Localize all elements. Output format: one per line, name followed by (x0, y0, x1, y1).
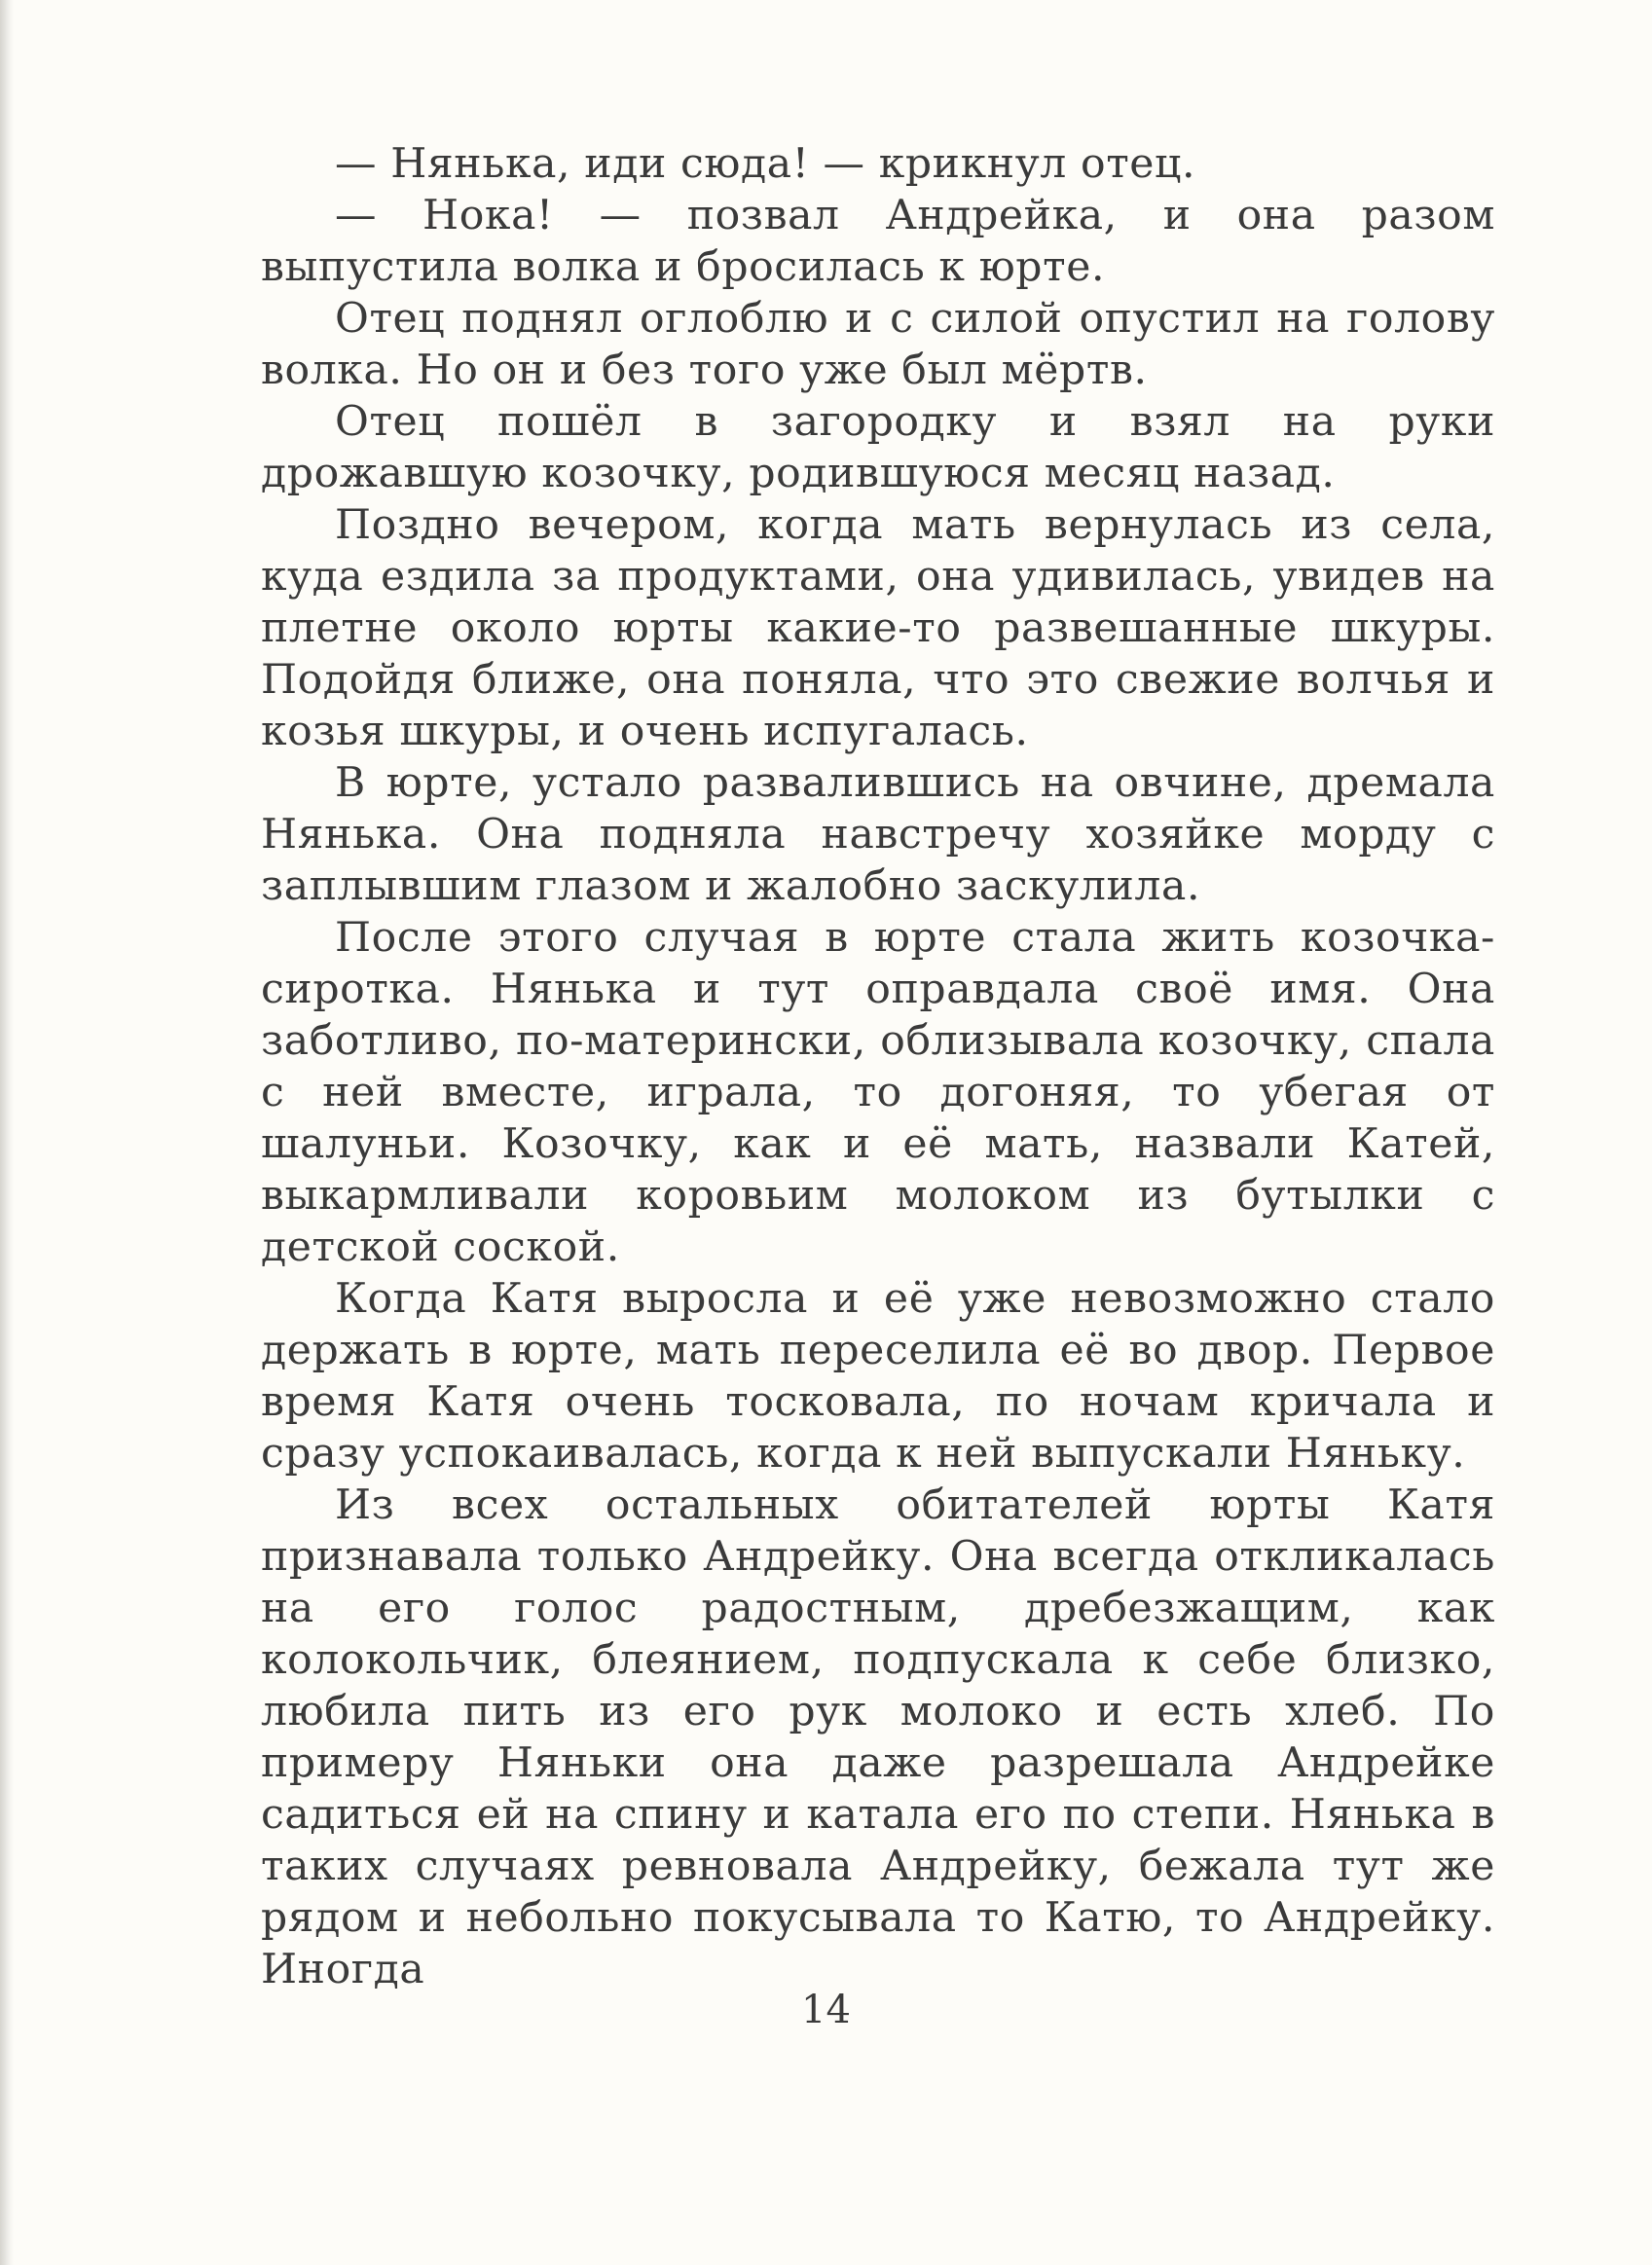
paragraph: — Нянька, иди сюда! — крикнул отец. (335, 140, 1196, 188)
paragraph: Когда Катя выросла и её уже невозможно стало держать в юрте, мать переселила её во двор. Первое время Катя очень тосковала, по ночам кричала и сразу успокаивалась, когда к ней выпускали Няньку. (261, 1275, 1495, 1478)
paragraph: Из всех остальных обитателей юрты Катя признавала только Андрейку. Она всегда откликалась на его голос радостным, дребезжащим, как колокольчик, блеянием, подпускала к себе близко, любила пить из его рук молоко и есть хлеб. По примеру Няньки она даже разрешала Андрейке садиться ей на спину и катала его по степи. Нянька в таких случаях ревновала Андрейку, бежала тут же рядом и небольно покусывала то Катю, то Андрейку. Иногда (261, 1481, 1495, 1993)
paragraph: После этого случая в юрте стала жить козочка-сиротка. Нянька и тут оправдала своё имя. Она заботливо, по-матерински, облизывала козочку, спала с ней вместе, играла, то догоняя, то убегая от шалуньи. Козочку, как и её мать, назвали Катей, выкармливали коровьим молоком из бутылки с детской соской. (261, 914, 1495, 1271)
page-body-text (261, 138, 1495, 1995)
paragraph: Поздно вечером, когда мать вернулась из села, куда ездила за продуктами, она удивилась, увидев на плетне около юрты какие-то развешанные шкуры. Подойдя ближе, она поняла, что это свежие волчья и козья шкуры, и очень испугалась. (261, 501, 1495, 755)
page-number: 14 (801, 1988, 851, 2032)
paragraph: В юрте, устало развалившись на овчине, дремала Нянька. Она подняла навстречу хозяйке морду с заплывшим глазом и жалобно заскулила. (261, 759, 1495, 910)
paragraph: — Нока! — позвал Андрейка, и она разом выпустила волка и бросилась к юрте. (261, 192, 1495, 291)
paragraph: Отец поднял оглоблю и с силой опустил на голову волка. Но он и без того уже был мёртв. (261, 295, 1495, 394)
paragraph: Отец пошёл в загородку и взял на руки дрожавшую козочку, родившуюся месяц назад. (261, 398, 1495, 497)
page-gutter-shadow (0, 0, 14, 2265)
